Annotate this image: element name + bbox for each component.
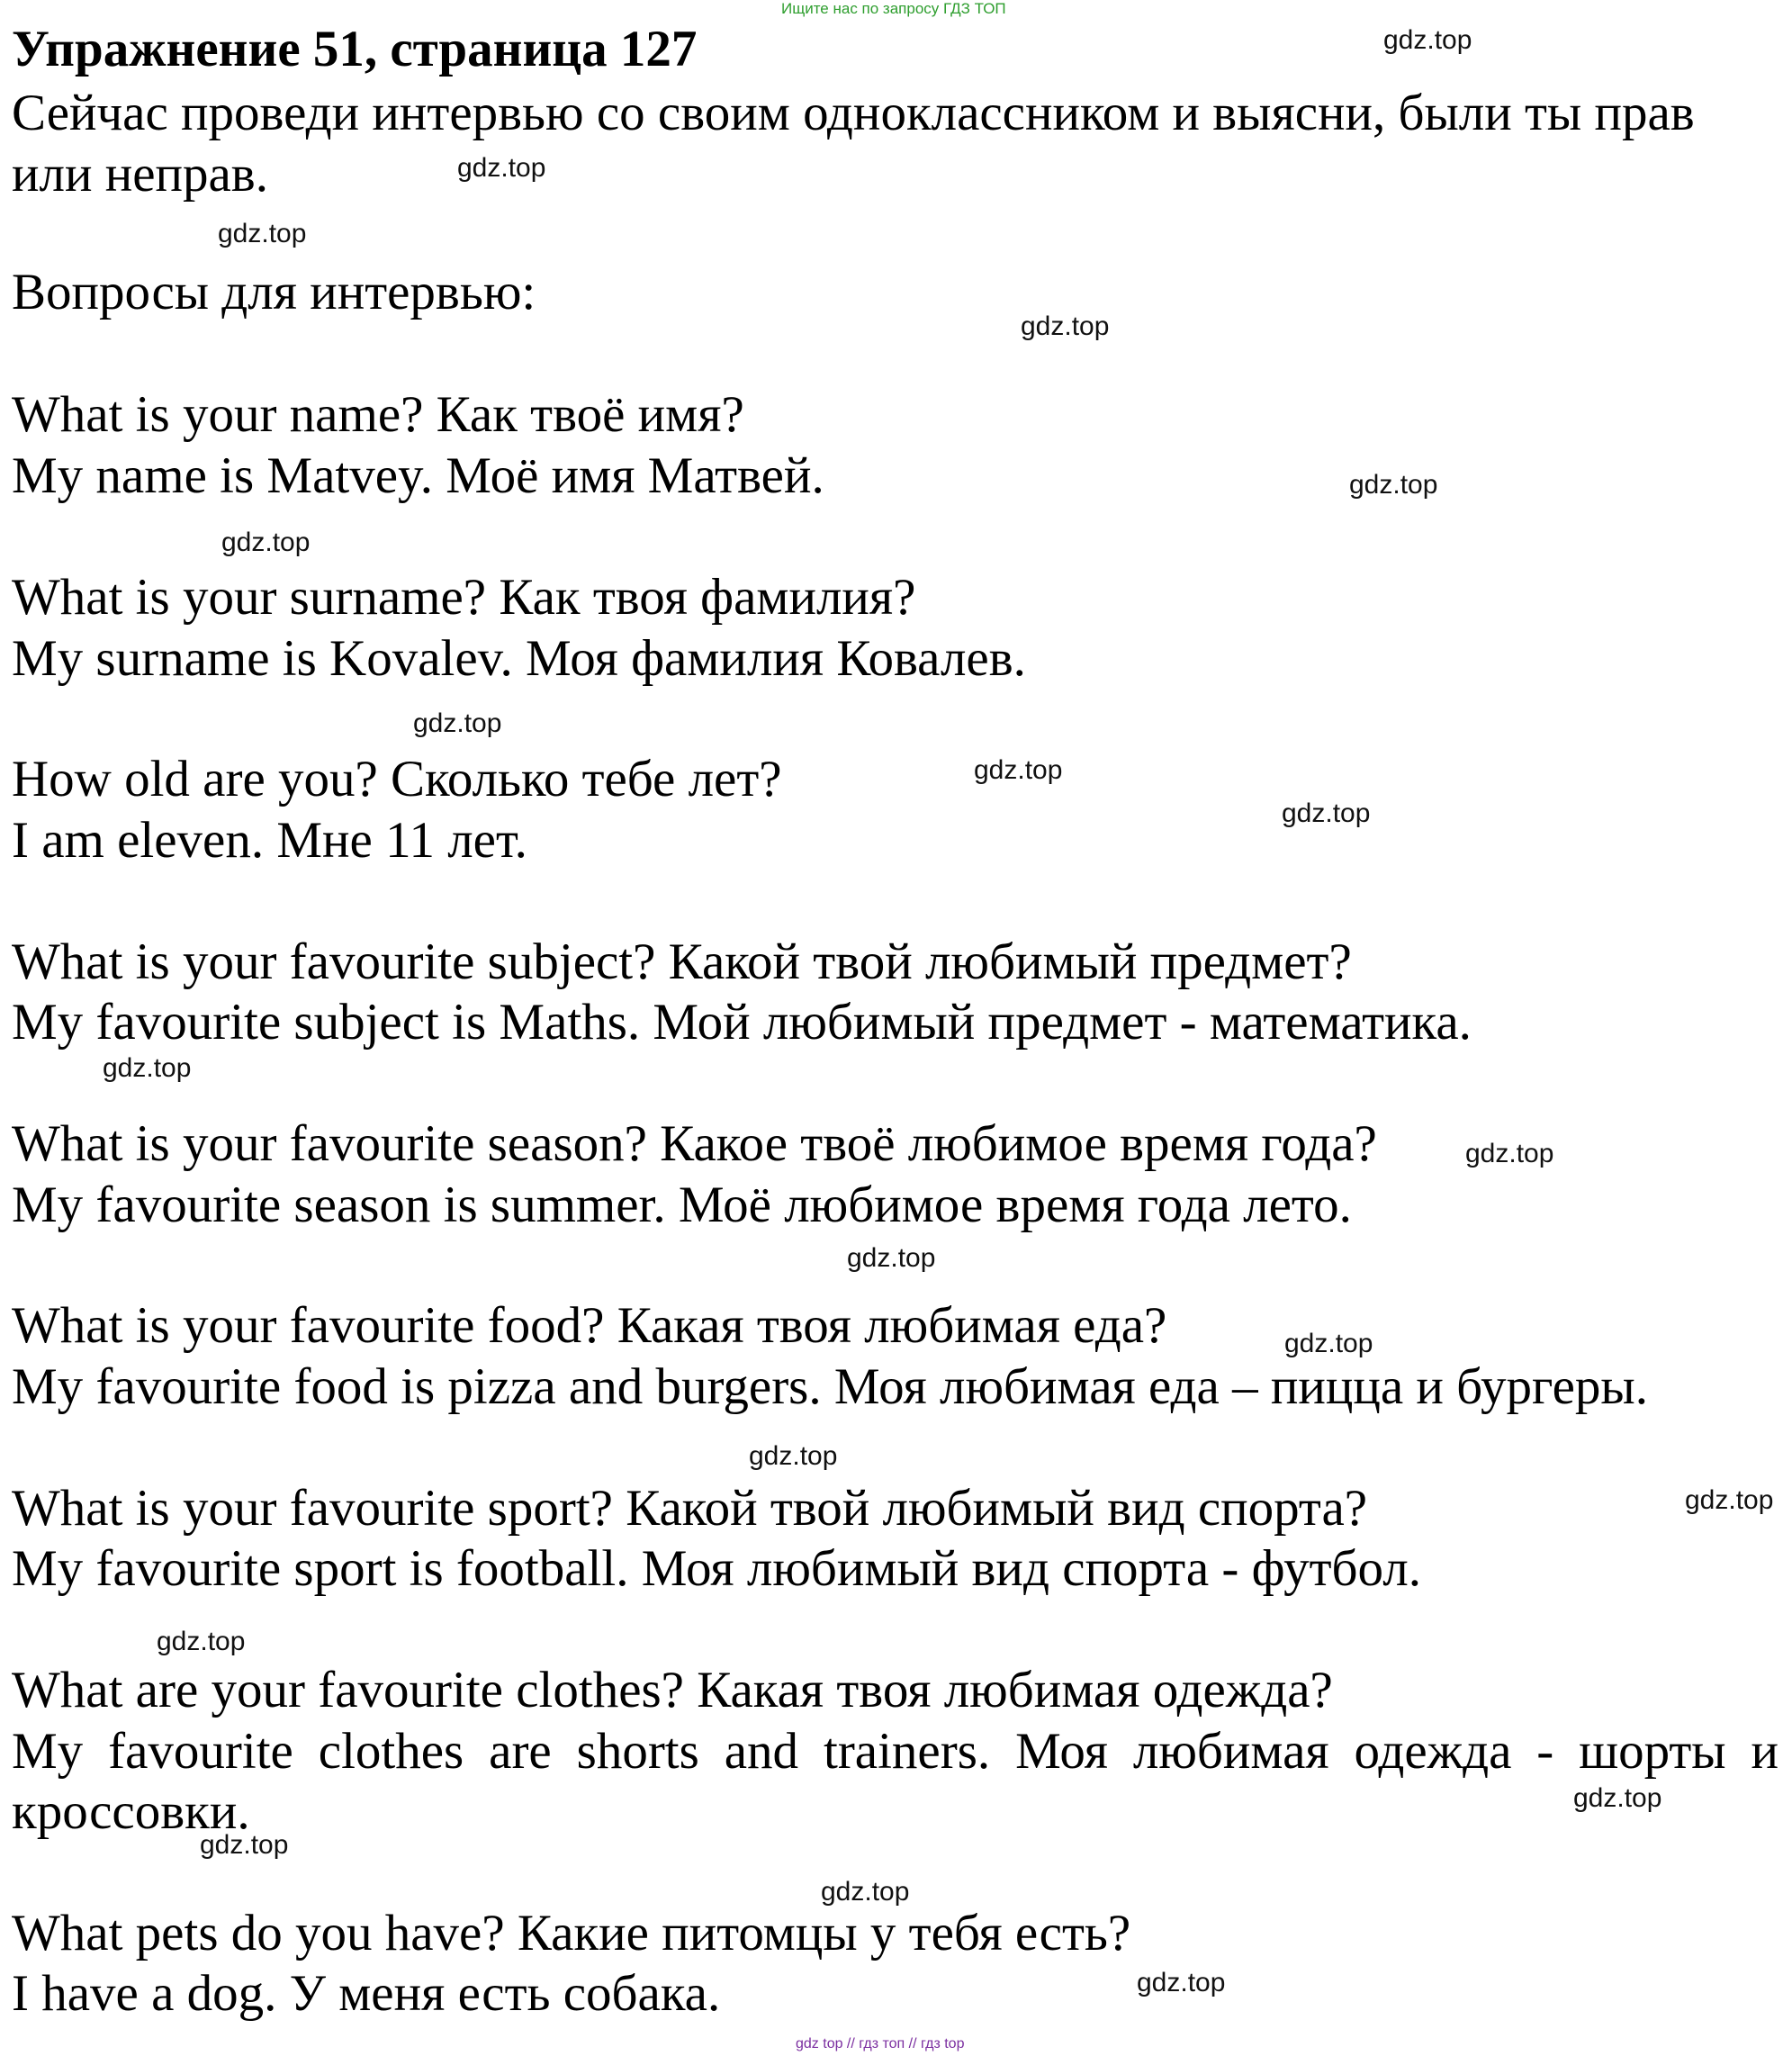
watermark[interactable]: gdz.top [847, 1243, 936, 1273]
footer-links[interactable]: gdz top // гдз топ // гдз top [796, 2036, 965, 2051]
watermark[interactable]: gdz.top [974, 755, 1063, 785]
answer-2: My surname is Kovalev. Моя фамилия Ковалев. [12, 630, 1026, 687]
answer-6: My favourite food is pizza and burgers. Моя любимая еда – пицца и бургеры. [12, 1358, 1648, 1415]
watermark[interactable]: gdz.top [218, 219, 307, 248]
watermark[interactable]: gdz.top [221, 528, 311, 557]
intro-line-1: Сейчас проведи интервью со своим одноклассником и выясни, были ты прав [12, 85, 1695, 141]
answer-8-continued: кроссовки. [12, 1783, 250, 1840]
watermark[interactable]: gdz.top [749, 1441, 838, 1471]
watermark[interactable]: gdz.top [1282, 798, 1371, 828]
watermark[interactable]: gdz.top [1137, 1968, 1226, 1997]
watermark[interactable]: gdz.top [1284, 1329, 1373, 1358]
page-title: Упражнение 51, страница 127 [12, 21, 698, 77]
answer-1: My name is Matvey. Моё имя Матвей. [12, 447, 824, 504]
watermark[interactable]: gdz.top [1383, 25, 1472, 55]
watermark[interactable]: gdz.top [457, 153, 546, 183]
answer-4: My favourite subject is Maths. Мой любимый предмет - математика. [12, 994, 1472, 1051]
watermark[interactable]: gdz.top [413, 708, 502, 738]
watermark[interactable]: gdz.top [1021, 311, 1110, 341]
watermark[interactable]: gdz.top [821, 1877, 910, 1907]
question-1: What is your name? Как твоё имя? [12, 386, 744, 443]
answer-7: My favourite sport is football. Моя любимый вид спорта - футбол. [12, 1540, 1421, 1597]
question-9: What pets do you have? Какие питомцы у тебя есть? [12, 1905, 1131, 1961]
answer-3: I am eleven. Мне 11 лет. [12, 812, 527, 869]
question-7: What is your favourite sport? Какой твой любимый вид спорта? [12, 1480, 1368, 1537]
watermark[interactable]: gdz.top [1349, 470, 1438, 500]
questions-heading: Вопросы для интервью: [12, 264, 536, 320]
question-3: How old are you? Сколько тебе лет? [12, 751, 782, 807]
question-5: What is your favourite season? Какое твоё любимое время года? [12, 1115, 1377, 1172]
question-2: What is your surname? Как твоя фамилия? [12, 569, 916, 626]
watermark[interactable]: gdz.top [157, 1627, 246, 1656]
answer-9: I have a dog. У меня есть собака. [12, 1965, 721, 2022]
top-banner[interactable]: Ищите нас по запросу ГДЗ ТОП [781, 0, 1006, 17]
question-8: What are your favourite clothes? Какая твоя любимая одежда? [12, 1662, 1333, 1718]
question-4: What is your favourite subject? Какой твой любимый предмет? [12, 933, 1352, 990]
intro-line-2: или неправ. [12, 146, 268, 203]
watermark[interactable]: gdz.top [1573, 1783, 1662, 1813]
watermark[interactable]: gdz.top [200, 1830, 289, 1860]
answer-5: My favourite season is summer. Моё любимое время года лето. [12, 1177, 1352, 1233]
watermark[interactable]: gdz.top [1685, 1485, 1774, 1515]
watermark[interactable]: gdz.top [103, 1053, 192, 1083]
watermark[interactable]: gdz.top [1465, 1139, 1554, 1168]
answer-8: My favourite clothes are shorts and trainers. Моя любимая одежда - шорты и [12, 1723, 1778, 1780]
question-6: What is your favourite food? Какая твоя любимая еда? [12, 1297, 1167, 1354]
